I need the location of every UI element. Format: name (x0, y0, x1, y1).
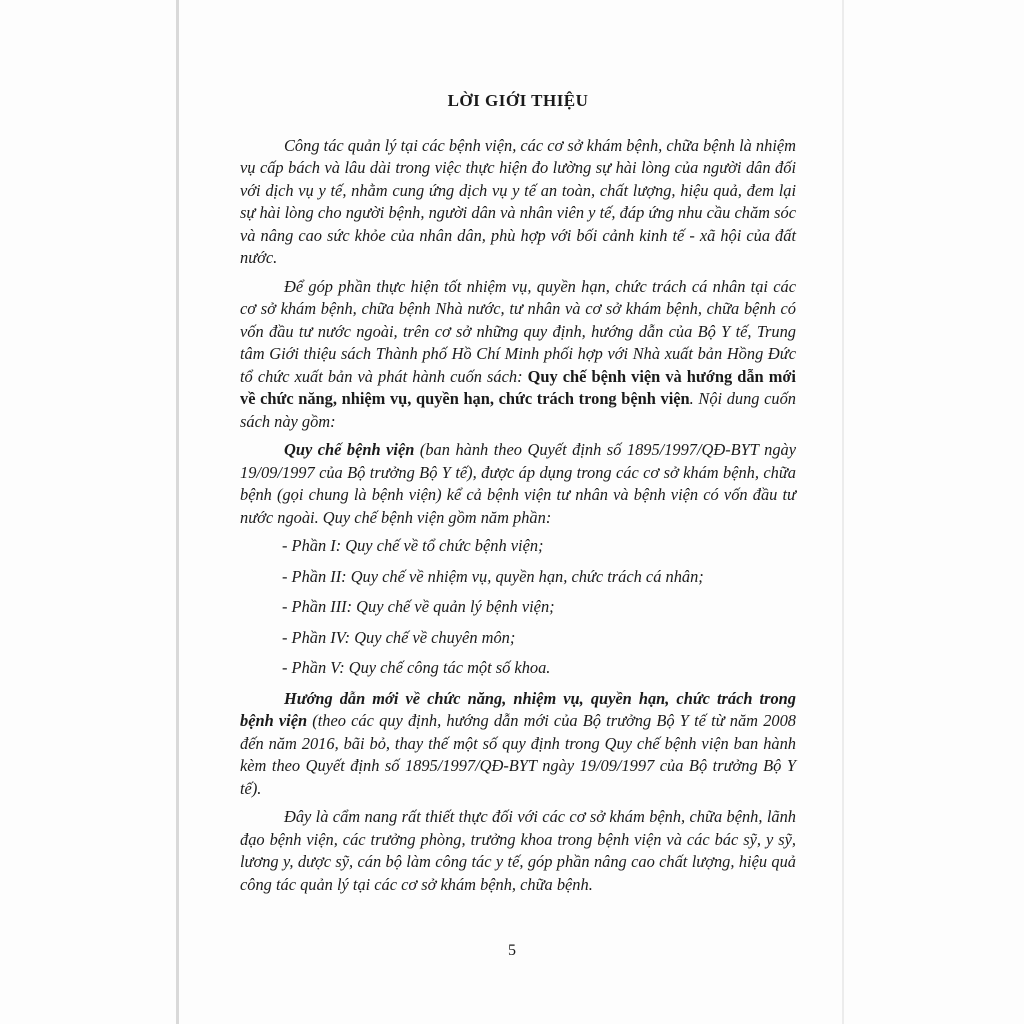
list-item: - Phần IV: Quy chế về chuyên môn; (282, 627, 516, 647)
list-item: - Phần V: Quy chế công tác một số khoa. (282, 658, 551, 677)
list-item: - Phần III: Quy chế về quản lý bệnh viện; (282, 597, 555, 616)
intro-paragraph-2 (240, 276, 796, 434)
intro-paragraph-4 (240, 688, 796, 801)
book-title: Quy chế bệnh viện và hướng dẫn mới về chức năng, nhiệm vụ, quyền hạn, chức trách trong bệnh viện (240, 366, 796, 408)
list-item: - Phần I: Quy chế về tổ chức bệnh viện; (282, 536, 544, 555)
page-number: 5 (508, 942, 516, 959)
page-right-edge (842, 0, 844, 1024)
page-binding-edge (176, 0, 179, 1024)
intro-paragraph-1: Công tác quản lý tại các bệnh viện, các cơ sở khám bệnh, chữa bệnh là nhiệm vụ cấp bách và lâu dài trong việc thực hiện đo lường sự hài lòng của người dân đối với dịch vụ y tế, nhằm cung ứng dịch vụ y tế an toàn, chất lượng, hiệu quả, đem lại sự hài lòng cho người bệnh, người dân và nhân viên y tế, đáp ứng nhu cầu chăm sóc và nâng cao sức khỏe của nhân dân, phù hợp với bối cảnh kinh tế - xã hội của đất nước. (240, 135, 796, 267)
hospital-regulation-heading: Quy chế bệnh viện (284, 440, 415, 459)
intro-paragraph-5: Đây là cẩm nang rất thiết thực đối với các cơ sở khám bệnh, chữa bệnh, lãnh đạo bệnh viện, các trưởng phòng, trưởng khoa trong bệnh viện và các bác sỹ, y sỹ, lương y, dược sỹ, cán bộ làm công tác y tế, góp phần nâng cao chất lượng, hiệu quả công tác quản lý tại các cơ sở khám bệnh, chữa bệnh. (240, 807, 796, 894)
paragraph-3-text: (ban hành theo Quyết định số 1895/1997/QĐ-BYT ngày 19/09/1997 của Bộ trưởng Bộ Y tế), được áp dụng trong các cơ sở khám bệnh, chữa bệnh (gọi chung là bệnh viện) kể cả bệnh viện tư nhân và bệnh viện có vốn đầu tư nước ngoài. Quy chế bệnh viện gồm năm phần: (240, 440, 797, 527)
paragraph-4-text: (theo các quy định, hướng dẫn mới của Bộ trưởng Bộ Y tế từ năm 2008 đến năm 2016, bãi bỏ, thay thế một số quy định trong Quy chế bệnh viện ban hành kèm theo Quyết định số 1895/1997/QĐ-BYT ngày 19/09/1997 của Bộ trưởng Bộ Y tế). (240, 711, 796, 798)
paragraph-2-text: Để góp phần thực hiện tốt nhiệm vụ, quyền hạn, chức trách cá nhân tại các cơ sở khám bệnh, chữa bệnh Nhà nước, tư nhân và cơ sở khám bệnh, chữa bệnh có vốn đầu tư nước ngoài, trên cơ sở những quy định, hướng dẫn của Bộ Y tế, Trung tâm Giới thiệu sách Thành phố Hồ Chí Minh phối hợp với Nhà xuất bản Hồng Đức tổ chức xuất bản và phát hành cuốn sách: (240, 276, 796, 386)
new-guidance-heading: Hướng dẫn mới về chức năng, nhiệm vụ, quyền hạn, chức trách trong bệnh viện (240, 688, 796, 730)
list-item: - Phần II: Quy chế về nhiệm vụ, quyền hạn, chức trách cá nhân; (282, 566, 704, 586)
page-title: LỜI GIỚI THIỆU (447, 91, 589, 110)
regulation-parts-list (240, 535, 796, 680)
intro-paragraph-3 (240, 439, 796, 529)
paragraph-2-tail: . Nội dung cuốn sách này gồm: (240, 389, 796, 431)
page-content (240, 86, 796, 902)
